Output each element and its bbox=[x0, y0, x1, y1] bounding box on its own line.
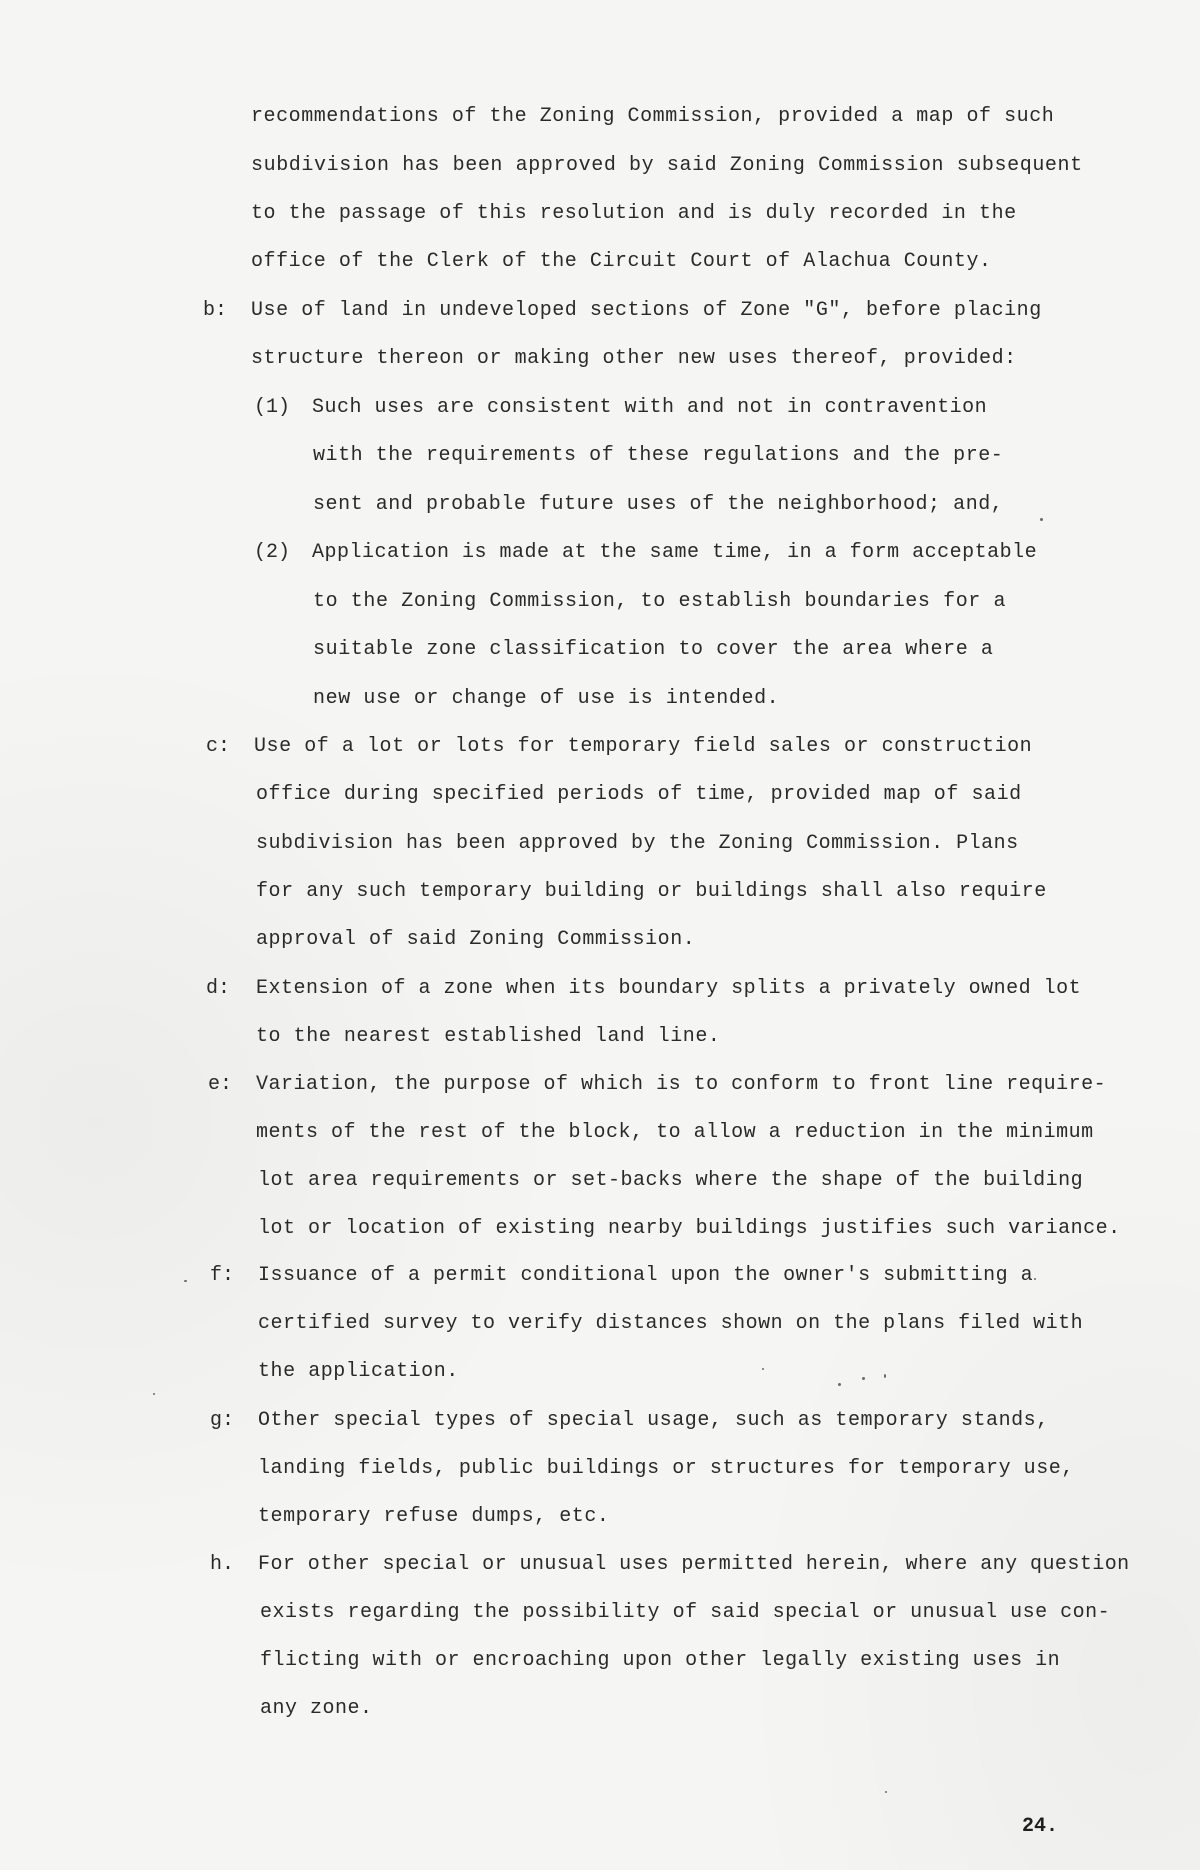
item-h-line: exists regarding the possibility of said special or unusual use con- bbox=[260, 1601, 1111, 1624]
intro-line: recommendations of the Zoning Commission, provided a map of such bbox=[251, 105, 1055, 128]
item-e-line: ments of the rest of the block, to allow a reduction in the minimum bbox=[256, 1121, 1094, 1144]
item-d-line: to the nearest established land line. bbox=[256, 1025, 721, 1048]
intro-line: subdivision has been approved by said Zoning Commission subsequent bbox=[251, 154, 1083, 177]
item-e-line: lot area requirements or set-backs where the shape of the building bbox=[258, 1169, 1084, 1192]
item-b-line: Use of land in undeveloped sections of Zone "G", before placing bbox=[251, 299, 1042, 322]
item-h-line: For other special or unusual uses permitted herein, where any question bbox=[258, 1553, 1130, 1576]
scan-speck bbox=[1040, 518, 1043, 521]
item-f-line: the application. bbox=[258, 1360, 459, 1383]
item-g-line: Other special types of special usage, such as temporary stands, bbox=[258, 1409, 1049, 1432]
subitem-label-2: (2) bbox=[254, 541, 291, 564]
subitem-2-line: Application is made at the same time, in a form acceptable bbox=[312, 541, 1038, 564]
item-c-line: approval of said Zoning Commission. bbox=[256, 928, 696, 951]
item-c-line: subdivision has been approved by the Zoning Commission. Plans bbox=[256, 832, 1019, 855]
item-label-c: c: bbox=[206, 735, 231, 758]
scan-speck bbox=[838, 1383, 841, 1386]
scan-speck bbox=[885, 1791, 887, 1793]
intro-line: office of the Clerk of the Circuit Court of Alachua County. bbox=[251, 250, 992, 273]
subitem-1-line: with the requirements of these regulations and the pre- bbox=[313, 444, 1004, 467]
item-g-line: landing fields, public buildings or structures for temporary use, bbox=[258, 1457, 1074, 1480]
item-c-line: Use of a lot or lots for temporary field sales or construction bbox=[254, 735, 1033, 758]
scan-speck bbox=[762, 1368, 764, 1370]
item-c-line: for any such temporary building or buildings shall also require bbox=[256, 880, 1047, 903]
scan-speck bbox=[184, 1280, 187, 1282]
subitem-1-line: sent and probable future uses of the neighborhood; and, bbox=[313, 493, 1004, 516]
page-number: 24. bbox=[1022, 1815, 1059, 1838]
item-f-line: certified survey to verify distances shown on the plans filed with bbox=[258, 1312, 1084, 1335]
intro-line: to the passage of this resolution and is duly recorded in the bbox=[251, 202, 1017, 225]
subitem-2-line: suitable zone classification to cover the area where a bbox=[313, 638, 994, 661]
item-d-line: Extension of a zone when its boundary splits a privately owned lot bbox=[256, 977, 1082, 1000]
scan-speck bbox=[153, 1393, 155, 1395]
item-f-line: Issuance of a permit conditional upon the owner's submitting a bbox=[258, 1264, 1034, 1287]
item-label-e: e: bbox=[208, 1073, 233, 1096]
scan-speck bbox=[1034, 1278, 1036, 1280]
subitem-2-line: new use or change of use is intended. bbox=[313, 687, 780, 710]
item-h-line: flicting with or encroaching upon other legally existing uses in bbox=[260, 1649, 1061, 1672]
item-label-b: b: bbox=[203, 299, 228, 322]
item-label-g: g: bbox=[210, 1409, 235, 1432]
item-label-f: f: bbox=[210, 1264, 235, 1287]
item-e-line: Variation, the purpose of which is to conform to front line require- bbox=[256, 1073, 1107, 1096]
item-c-line: office during specified periods of time, provided map of said bbox=[256, 783, 1022, 806]
scan-speck bbox=[862, 1377, 865, 1380]
item-h-line: any zone. bbox=[260, 1697, 373, 1720]
item-label-d: d: bbox=[206, 977, 231, 1000]
item-b-line: structure thereon or making other new uses thereof, provided: bbox=[251, 347, 1017, 370]
subitem-1-line: Such uses are consistent with and not in contravention bbox=[312, 396, 988, 419]
subitem-label-1: (1) bbox=[254, 396, 291, 419]
item-label-h: h. bbox=[210, 1553, 235, 1576]
subitem-2-line: to the Zoning Commission, to establish boundaries for a bbox=[313, 590, 1007, 613]
item-g-line: temporary refuse dumps, etc. bbox=[258, 1505, 610, 1528]
scan-speck bbox=[884, 1374, 886, 1378]
item-e-line: lot or location of existing nearby buildings justifies such variance. bbox=[258, 1217, 1121, 1240]
